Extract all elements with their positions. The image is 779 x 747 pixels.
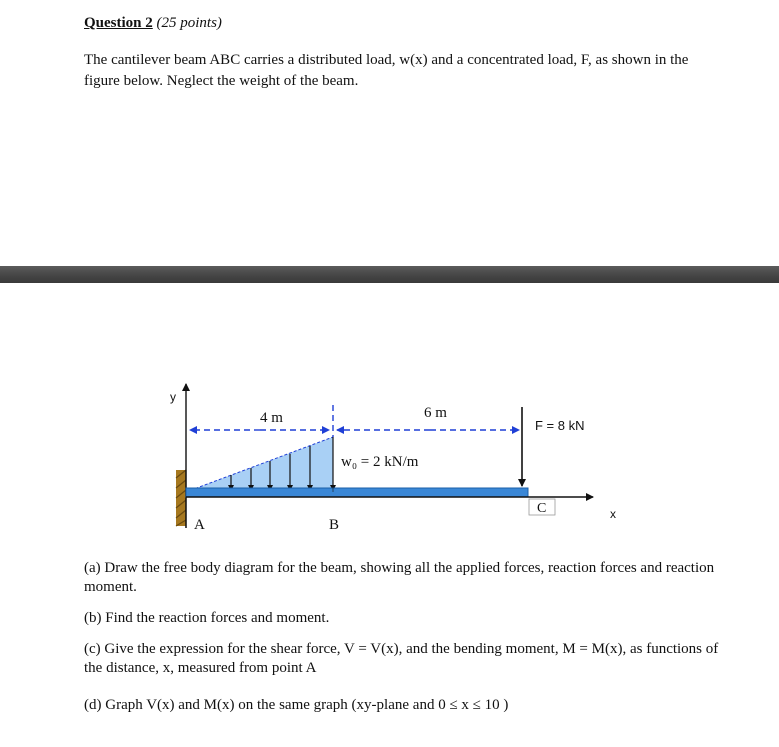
question-number: Question 2 <box>84 15 153 31</box>
point-b-label: B <box>329 517 340 533</box>
distributed-load <box>186 437 333 492</box>
beam <box>186 488 528 497</box>
part-a: (a) Draw the free body diagram for the beam, showing all the applied forces, reaction forces and reaction moment. <box>84 560 715 595</box>
part-d: (d) Graph V(x) and M(x) on the same graph (xy-plane and 0 ≤ x ≤ 10 ) <box>84 697 509 713</box>
question-points: (25 points) <box>156 15 222 31</box>
part-c: (c) Give the expression for the shear force, V = V(x), and the bending moment, M = M(x), as functions of the distance, x, measured from point A <box>84 641 719 676</box>
fixed-support <box>176 470 186 528</box>
force-label: F = 8 kN <box>535 418 585 433</box>
part-b: (b) Find the reaction forces and moment. <box>84 610 330 626</box>
y-axis-label: y <box>170 390 176 404</box>
point-c-label: C <box>537 501 547 516</box>
point-a-label: A <box>194 517 205 533</box>
dimension-lines <box>190 405 519 437</box>
dimension-bc-label: 6 m <box>424 405 447 421</box>
dimension-ab-label: 4 m <box>260 410 283 426</box>
question-intro: The cantilever beam ABC carries a distributed load, w(x) and a concentrated load, F, as shown in the figure below. Neglect the weight of the beam. <box>84 52 689 89</box>
load-intensity-label: w₀ = 2 kN/m <box>341 454 419 470</box>
x-axis-label: x <box>610 507 616 521</box>
